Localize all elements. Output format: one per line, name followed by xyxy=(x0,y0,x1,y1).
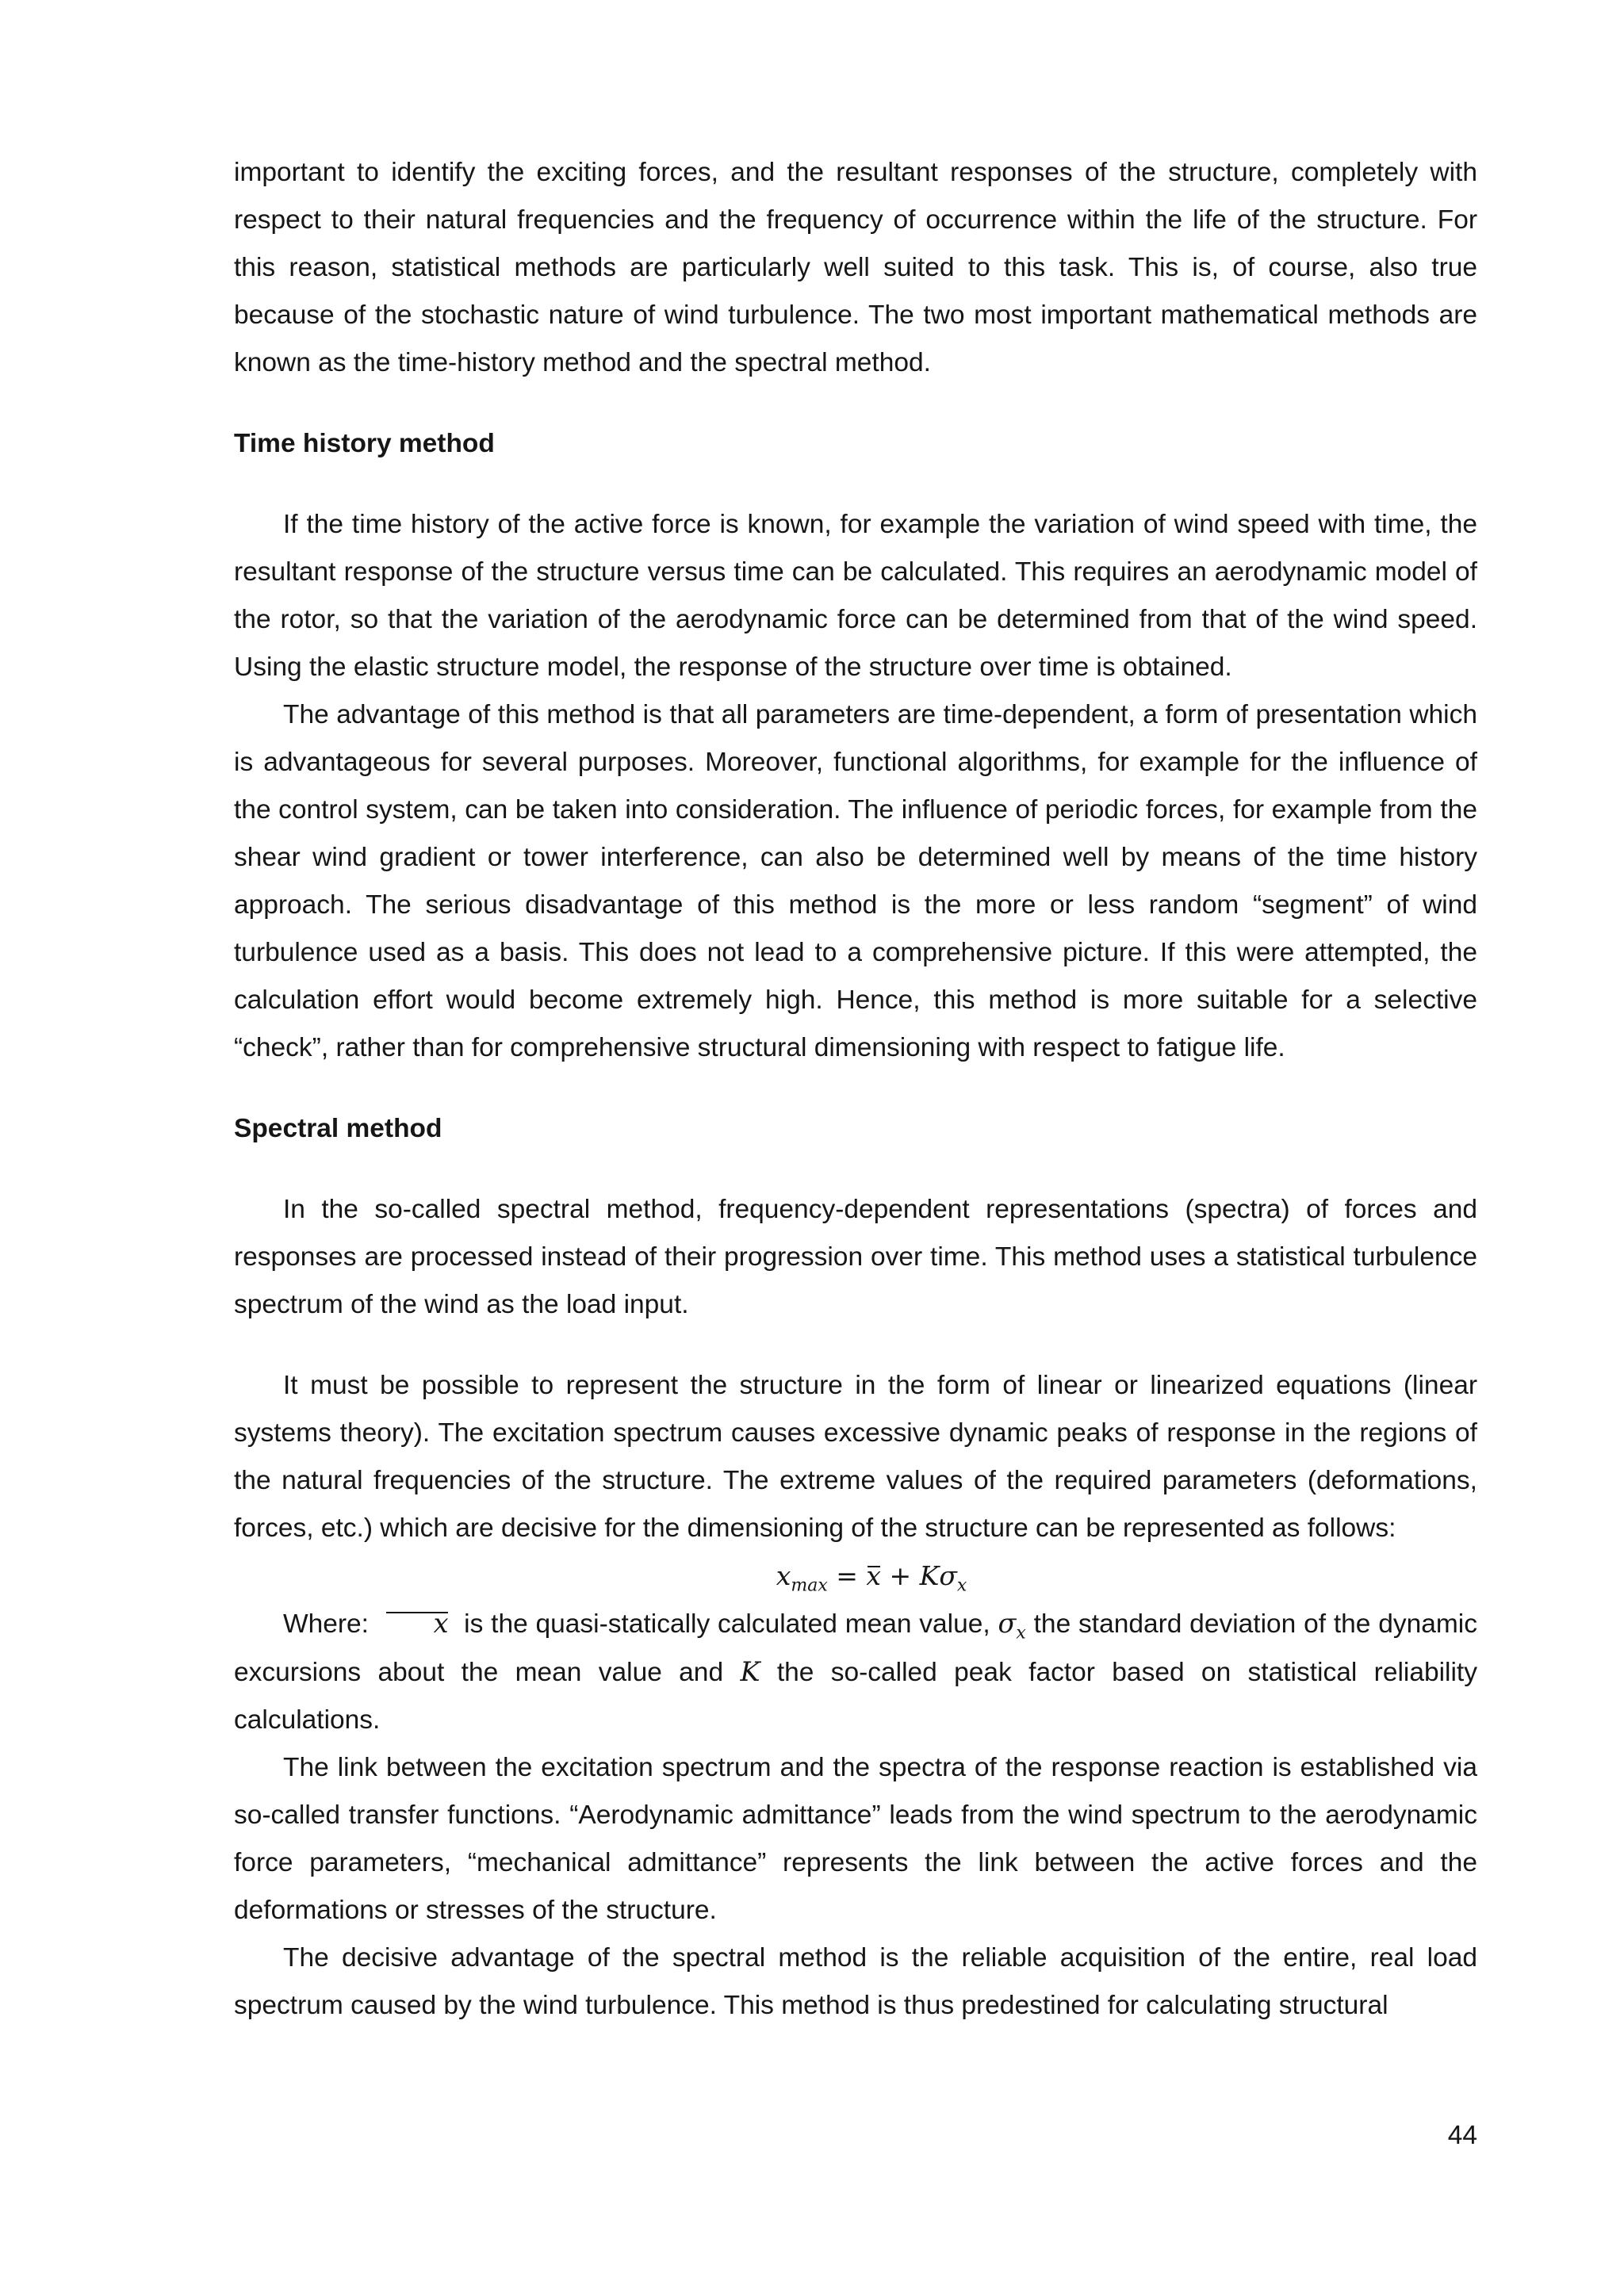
where-paragraph xyxy=(234,1600,1477,1744)
text-column xyxy=(234,149,1477,2030)
time-history-heading: Time history method xyxy=(234,429,495,458)
spectral-paragraph-1: In the so-called spectral method, frequency-dependent representations (spectra) of forces and responses are processed instead of their progression over time. This method uses a statistical turbulence spectrum of the wind as the load input. xyxy=(234,1195,1477,1319)
where-part-2: the standard deviation of the dynamic excursions about the mean value and xyxy=(234,1609,1477,1687)
spectral-paragraph-4: The decisive advantage of the spectral method is the reliable acquisition of the entire, real load spectrum caused by the wind turbulence. This method is thus predestined for calculating structural xyxy=(234,1943,1477,2020)
page-number: 44 xyxy=(1447,2121,1477,2150)
where-part-3: the so-called peak factor based on statistical reliability calculations. xyxy=(234,1658,1477,1735)
k-symbol: K xyxy=(740,1656,760,1687)
intro-paragraph: important to identify the exciting forces, and the resultant responses of the structure, completely with respect to their natural frequencies and the frequency of occurrence within the life of the structure. For this reason, statistical methods are particularly well suited to this task. This is, of course, also true because of the stochastic nature of wind turbulence. The two most important mathematical methods are known as the time-history method and the spectral method. xyxy=(234,158,1477,377)
spectral-paragraph-3: The link between the excitation spectrum and the spectra of the response reaction is established via so-called transfer functions. “Aerodynamic admittance” leads from the wind spectrum to the aerodynamic force parameters, “mechanical admittance” represents the link between the active forces and the deformations or stresses of the structure. xyxy=(234,1753,1477,1925)
where-part-1: is the quasi-statically calculated mean value, xyxy=(464,1609,990,1639)
equation-lhs-var: x xyxy=(776,1560,791,1591)
where-lead: Where: xyxy=(283,1609,369,1639)
mean-symbol: x xyxy=(385,1600,449,1647)
equation-lhs-sub: max xyxy=(791,1575,828,1596)
equation-k: K xyxy=(919,1560,940,1591)
peak-value-equation xyxy=(234,1552,1477,1600)
equation-sigma: σ xyxy=(939,1560,957,1591)
sigma-symbol: $\sigma_x$ xyxy=(998,1608,1026,1644)
time-history-paragraph-1: If the time history of the active force is known, for example the variation of wind speed with time, the resultant response of the structure versus time can be calculated. This requires an aerodynamic model of the rotor, so that the variation of the aerodynamic force can be determined from that of the wind speed. Using the elastic structure model, the response of the structure over time is obtained. xyxy=(234,510,1477,682)
spectral-paragraph-2: It must be possible to represent the structure in the form of linear or linearized equations (linear systems theory). The excitation spectrum causes excessive dynamic peaks of response in the regions of the natural frequencies of the structure. The extreme values of the required parameters (deformations, forces, etc.) which are decisive for the dimensioning of the structure can be represented as follows: xyxy=(234,1371,1477,1543)
time-history-paragraph-2: The advantage of this method is that all parameters are time-dependent, a form of presentation which is advantageous for several purposes. Moreover, functional algorithms, for example for the influence of the control system, can be taken into consideration. The influence of periodic forces, for example from the shear wind gradient or tower interference, can also be determined well by means of the time history approach. The serious disadvantage of this method is the more or less random “segment” of wind turbulence used as a basis. This does not lead to a comprehensive picture. If this were attempted, the calculation effort would become extremely high. Hence, this method is more suitable for a selective “check”, rather than for comprehensive structural dimensioning with respect to fatigue life. xyxy=(234,700,1477,1062)
equation-plus: + xyxy=(881,1560,920,1591)
spectral-heading: Spectral method xyxy=(234,1114,442,1143)
equation-mean: x xyxy=(866,1552,881,1600)
equation-equals: = xyxy=(827,1560,867,1591)
equation-sigma-sub: x xyxy=(956,1575,967,1596)
